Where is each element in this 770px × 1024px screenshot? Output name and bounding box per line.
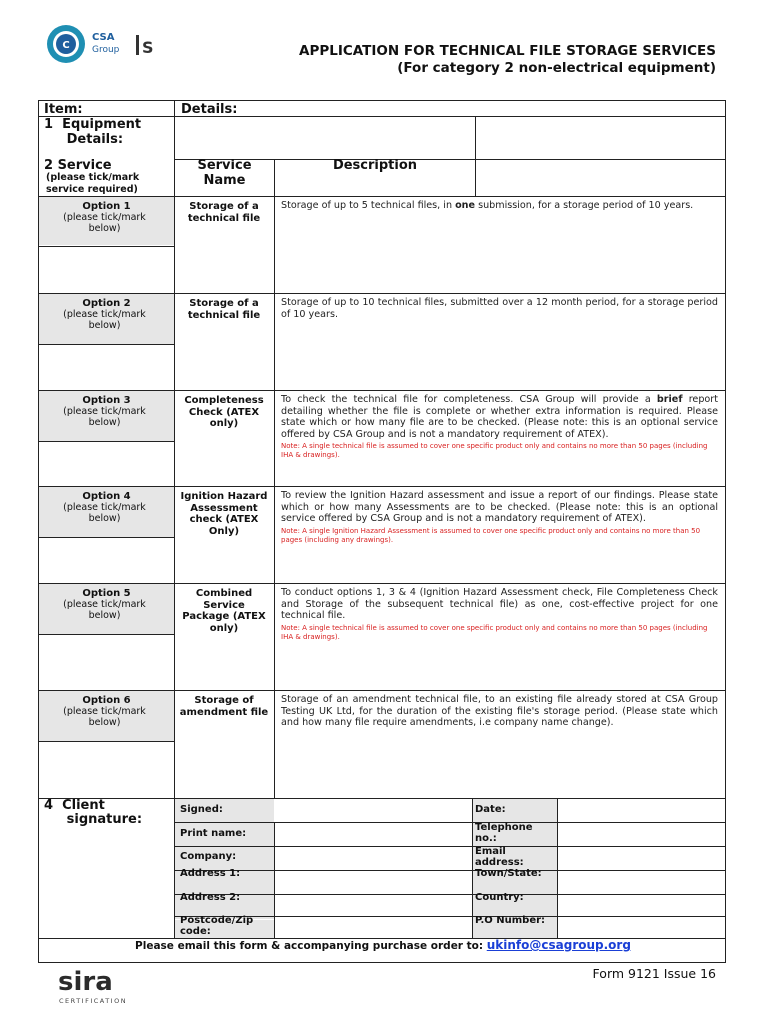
option-5-tick-box[interactable] bbox=[39, 632, 174, 676]
sira-logo-text: sira bbox=[58, 967, 113, 997]
client-signature-label: 4 Client signature: bbox=[44, 798, 143, 827]
print-name-label: Print name: bbox=[180, 828, 247, 839]
postcode-input[interactable] bbox=[275, 917, 471, 938]
option-5-service-name: Combined Service Package (ATEX only) bbox=[182, 588, 266, 634]
option-5-description bbox=[281, 587, 718, 642]
company-label: Company: bbox=[180, 851, 237, 862]
option-2-label bbox=[39, 298, 174, 331]
application-table bbox=[38, 100, 726, 963]
option-title: Option 1 bbox=[82, 201, 131, 212]
description-text: To review the Ignition Hazard assessment and issue a report of our findings. Please state which or how many Assessments are to be checked. (Please note: this is an optional service offered by CSA Group and is not a mandatory requirement of ATEX). bbox=[281, 490, 718, 524]
description-text: Storage of up to 5 technical files, in bbox=[281, 200, 456, 211]
option-6-tick-box[interactable] bbox=[39, 742, 174, 786]
description-text: To check the technical file for completeness. CSA Group will provide a bbox=[281, 394, 657, 405]
service-sub-label: (please tick/mark service required) bbox=[46, 172, 140, 195]
po-number-input[interactable] bbox=[558, 917, 725, 938]
signed-input[interactable] bbox=[275, 799, 471, 822]
option-subtitle: (please tick/mark below) bbox=[63, 406, 146, 428]
option-subtitle: (please tick/mark below) bbox=[63, 706, 146, 728]
option-title: Option 4 bbox=[82, 491, 131, 502]
option-1-description bbox=[281, 200, 718, 212]
option-3-description bbox=[281, 394, 718, 460]
csa-group-logo bbox=[44, 21, 164, 67]
description-emphasis: one bbox=[455, 200, 476, 211]
option-2-service-name: Storage of a technical file bbox=[187, 298, 261, 321]
option-note: Note: A single technical file is assumed to cover one specific product only and contains no more than 50 pages (including IHA & drawings). bbox=[281, 442, 708, 459]
document-subtitle: (For category 2 non-electrical equipment) bbox=[397, 60, 716, 76]
document-title: APPLICATION FOR TECHNICAL FILE STORAGE SERVICES bbox=[299, 43, 716, 59]
option-4-label bbox=[39, 491, 174, 524]
option-2-description bbox=[281, 297, 718, 320]
address2-label: Address 2: bbox=[180, 892, 241, 903]
option-subtitle: (please tick/mark below) bbox=[63, 599, 146, 621]
logo-text-group: Group bbox=[92, 45, 120, 55]
option-title: Option 6 bbox=[82, 695, 131, 706]
column-details-header: Details: bbox=[181, 102, 238, 117]
email-link[interactable]: ukinfo@csagroup.org bbox=[486, 938, 631, 952]
option-1-label bbox=[39, 201, 174, 234]
service-label: 2 Service bbox=[44, 158, 112, 173]
description-text: Storage of up to 10 technical files, submitted over a 12 month period, for a storage period of 10 years. bbox=[281, 297, 718, 320]
postcode-label: Postcode/Zip code: bbox=[180, 915, 254, 937]
option-4-description bbox=[281, 490, 718, 545]
option-6-label bbox=[39, 695, 174, 728]
equipment-details-label: 1 Equipment Details: bbox=[44, 117, 142, 147]
option-subtitle: (please tick/mark below) bbox=[63, 502, 146, 524]
signed-label: Signed: bbox=[180, 804, 223, 815]
option-4-service-name: Ignition Hazard Assessment check (ATEX Only) bbox=[180, 491, 268, 537]
email-input[interactable] bbox=[558, 847, 725, 870]
service-name-header: Service Name bbox=[197, 158, 252, 188]
option-title: Option 2 bbox=[82, 298, 131, 309]
column-item-header: Item: bbox=[44, 102, 83, 117]
town-label: Town/State: bbox=[475, 868, 542, 879]
option-2-tick-box[interactable] bbox=[39, 342, 174, 386]
option-4-tick-box[interactable] bbox=[39, 535, 174, 579]
option-note: Note: A single technical file is assumed to cover one specific product only and contains no more than 50 pages (including IHA & drawings). bbox=[281, 623, 708, 641]
print-name-input[interactable] bbox=[275, 823, 471, 846]
option-title: Option 3 bbox=[82, 395, 131, 406]
option-1-service-name: Storage of a technical file bbox=[187, 201, 261, 224]
country-label: Country: bbox=[475, 892, 524, 903]
option-3-label bbox=[39, 395, 174, 428]
option-title: Option 5 bbox=[82, 588, 131, 599]
option-note: Note: A single Ignition Hazard Assessment is assumed to cover one specific product only and contains no more than 50 pages (including any drawings). bbox=[281, 526, 701, 544]
equipment-details-field[interactable] bbox=[175, 117, 474, 159]
town-input[interactable] bbox=[558, 871, 725, 894]
logo-text-csa: CSA bbox=[92, 32, 115, 43]
equipment-details-field-2[interactable] bbox=[476, 117, 725, 196]
option-3-tick-box[interactable] bbox=[39, 439, 174, 483]
telephone-label: Telephone no.: bbox=[475, 822, 533, 844]
svg-text:C: C bbox=[62, 40, 70, 51]
form-number: Form 9121 Issue 16 bbox=[592, 966, 716, 981]
address2-input[interactable] bbox=[275, 895, 471, 916]
date-label: Date: bbox=[475, 804, 506, 815]
description-emphasis: brief bbox=[656, 394, 683, 405]
description-text: Storage of an amendment technical file, to an existing file already stored at CSA Group Testing UK Ltd, for the duration of the existing file's storage period. (Please state which and how many file require amendments, i.e company name change). bbox=[281, 694, 718, 728]
telephone-input[interactable] bbox=[558, 823, 725, 846]
date-input[interactable] bbox=[558, 799, 725, 822]
option-6-description bbox=[281, 694, 718, 729]
svg-text:S: S bbox=[142, 38, 154, 57]
email-prompt: Please email this form & accompanying purchase order to: bbox=[135, 940, 487, 952]
address1-input[interactable] bbox=[275, 871, 471, 894]
description-header: Description bbox=[332, 158, 418, 173]
option-3-service-name: Completeness Check (ATEX only) bbox=[184, 395, 264, 429]
option-6-service-name: Storage of amendment file bbox=[179, 695, 269, 718]
option-subtitle: (please tick/mark below) bbox=[63, 309, 146, 331]
description-text-cont: report detailing whether the file is complete or whether extra information is required. Please state which or how many file are to be checked. (Please note: this is an optional service offered by CSA Group and is not a mandatory requirement of ATEX). bbox=[281, 394, 718, 440]
option-subtitle: (please tick/mark below) bbox=[63, 212, 146, 234]
company-input[interactable] bbox=[275, 847, 471, 870]
po-number-label: P.O Number: bbox=[475, 915, 546, 926]
description-text: To conduct options 1, 3 & 4 (Ignition Hazard Assessment check, File Completeness Check and Storage of the subsequent technical file) as one, cost-effective project for one technical file. bbox=[281, 587, 718, 621]
country-input[interactable] bbox=[558, 895, 725, 916]
email-instruction bbox=[40, 938, 726, 952]
email-label: Email address: bbox=[475, 846, 524, 868]
option-1-tick-box[interactable] bbox=[39, 245, 174, 289]
description-text-cont: submission, for a storage period of 10 years. bbox=[475, 200, 694, 211]
sira-certification-logo bbox=[58, 966, 138, 1006]
address1-label: Address 1: bbox=[180, 868, 241, 879]
sira-logo-subtext: CERTIFICATION bbox=[59, 997, 128, 1005]
option-5-label bbox=[39, 588, 174, 621]
